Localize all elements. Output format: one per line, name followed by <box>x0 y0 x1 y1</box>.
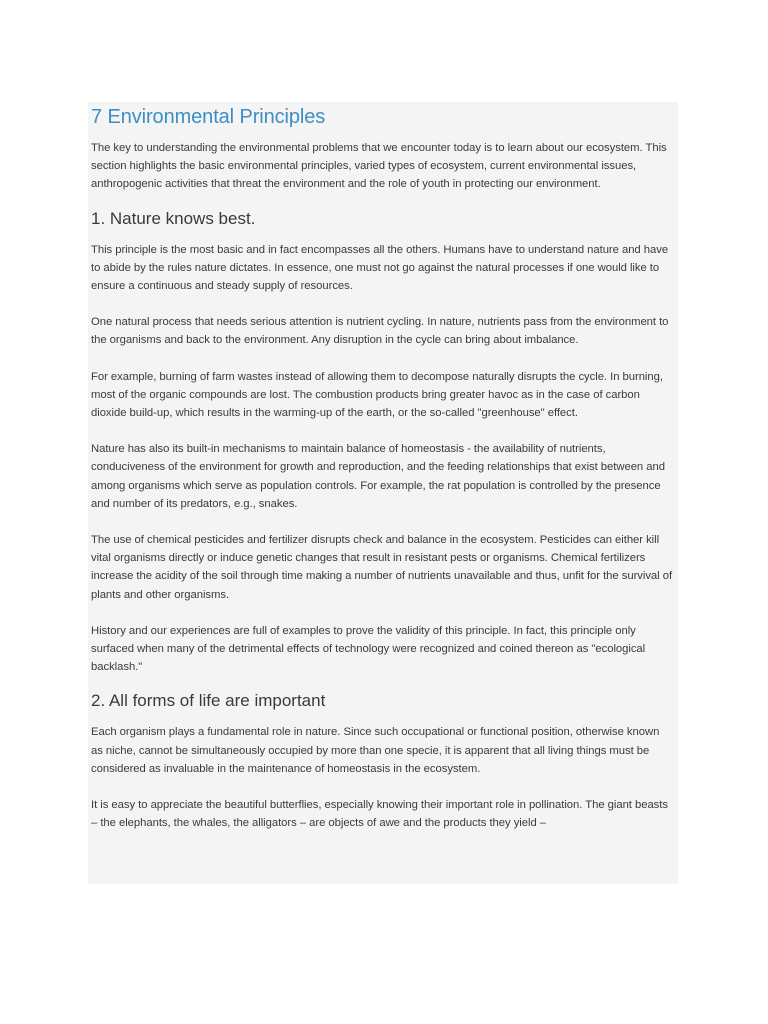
paragraph: For example, burning of farm wastes instead of allowing them to decompose naturally disrupts the cycle. In burning, most of the organic compounds are lost. The combustion products bring greater havoc as in the case of carbon dioxide build-up, which results in the warming-up of the earth, or the so-called "greenhouse" effect. <box>91 370 663 420</box>
section-heading-all-forms-of-life: 2. All forms of life are important <box>91 691 326 711</box>
paragraph: It is easy to appreciate the beautiful butterflies, especially knowing their important role in pollination. The giant beasts – the elephants, the whales, the alligators – are objects of awe and the products they yield – <box>91 799 668 830</box>
paragraph: History and our experiences are full of examples to prove the validity of this principle. In fact, this principle only surfaced when many of the detrimental effects of technology were recognized and coined thereon as "ecological backlash." <box>91 624 646 674</box>
page-title: 7 Environmental Principles <box>91 106 326 128</box>
paragraph: One natural process that needs serious attention is nutrient cycling. In nature, nutrients pass from the environment to the organisms and back to the environment. Any disruption in the cycle can bring about imbalance. <box>91 316 669 347</box>
section-heading-nature-knows-best: 1. Nature knows best. <box>91 208 256 228</box>
paragraph: This principle is the most basic and in fact encompasses all the others. Humans have to understand nature and have to abide by the rules nature dictates. In essence, one must not go against the natural processes if one would like to ensure a continuous and steady supply of resources. <box>91 243 669 293</box>
article-body <box>88 102 678 832</box>
paragraph: Each organism plays a fundamental role in nature. Since such occupational or functional position, otherwise known as niche, cannot be simultaneously occupied by more than one specie, it is apparent that all living things must be considered as invaluable in the maintenance of homeostasis in the ecosystem. <box>91 726 660 775</box>
paragraph: The use of chemical pesticides and fertilizer disrupts check and balance in the ecosystem. Pesticides can either kill vital organisms directly or induce genetic changes that result in resistant pests or organisms. Chemical fertilizers increase the acidity of the soil through time making a number of nutrients unavailable and thus, unfit for the survival of plants and other organisms. <box>91 534 673 601</box>
intro-paragraph: The key to understanding the environmental problems that we encounter today is to learn about our ecosystem. This section highlights the basic environmental principles, varied types of ecosystem, current environmental issues, anthropogenic activities that threat the environment and the role of youth in protecting our environment. <box>91 142 667 191</box>
paragraph: Nature has also its built-in mechanisms to maintain balance of homeostasis - the availability of nutrients, conduciveness of the environment for growth and reproduction, and the feeding relationships that exist between and among organisms which serve as population controls. For example, the rat population is controlled by the presence and number of its predators, e.g., snakes. <box>91 443 665 510</box>
document-page <box>88 102 678 884</box>
